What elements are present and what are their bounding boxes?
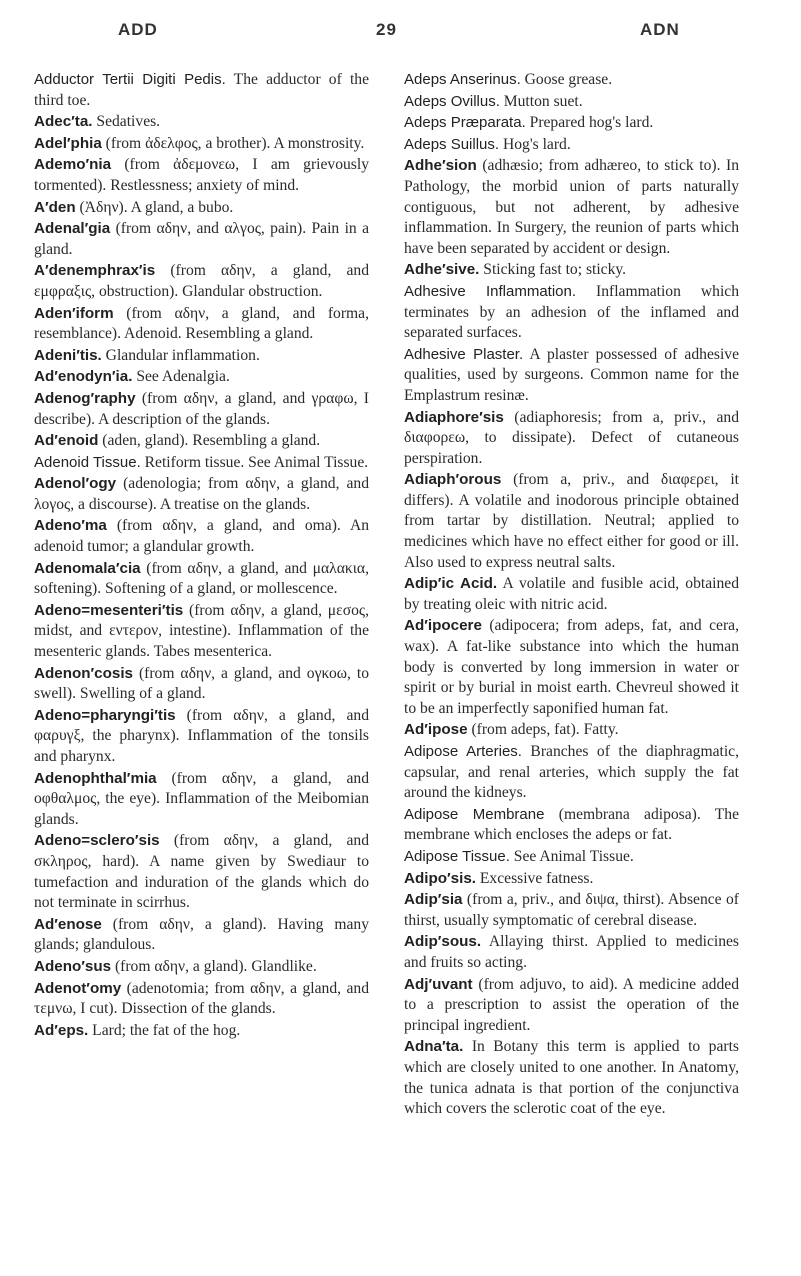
entry-headword: Adeps Præparata. [404,114,526,132]
entry-definition: (from αδην, a gland, and εμφραξις, obstruction). Glandular obstruction. [34,262,369,300]
entry-headword: Adeno=sclero′sis [34,832,160,850]
entry-headword: Ad′ipocere [404,617,482,635]
entry-definition: Lard; the fat of the hog. [88,1021,241,1039]
entry-definition: (from αδην, a gland, and γραφω, I describe). A description of the glands. [34,389,369,428]
entry-definition: (adiaphoresis; from a, priv., and διαφορεω, to dissipate). Defect of cutaneous perspiration. [404,408,739,467]
entry-headword: Adip′sous. [404,933,482,951]
dictionary-entry [404,345,739,407]
dictionary-entry [34,261,369,302]
entry-headword: Adna′ta. [404,1038,464,1056]
entry-headword: A′denemphrax′is [34,262,156,280]
entry-headword: Adipose Arteries. [404,743,522,760]
dictionary-entry [34,304,369,345]
dictionary-entry [34,601,369,663]
entry-headword: Adip′sia [404,891,463,909]
entry-definition: (from αδην, a gland, μεσος, midst, and εντερον, intestine). Inflammation of the mesenteric glands. Tabes mesenterica. [34,601,369,661]
entry-headword: Adductor Tertii Digiti Pedis. [34,71,226,88]
entry-headword: Adenol′ogy [34,475,117,493]
entry-definition: (from ἀδελφος, a brother). A monstrosity. [101,134,365,152]
header-left-guide-word: ADD [118,20,158,39]
entry-definition: Retiform tissue. See Animal Tissue. [140,453,369,471]
entry-headword: Adeno=mesenteri′tis [34,601,184,619]
entry-definition: (from αδην, a gland, and σκληρος, hard). A name given by Swediaur to tumefaction and induration of the glands which do not terminate in scirrhus. [34,832,369,912]
dictionary-entry [34,431,369,452]
dictionary-entry [404,616,739,719]
dictionary-entry [34,367,369,388]
entry-definition: See Animal Tissue. [509,847,634,865]
entry-headword: Adiaph′orous [404,471,502,489]
dictionary-entry [404,869,739,890]
dictionary-entry [34,346,369,367]
entry-definition: (from αδην, a gland, and φαρυγξ, the pharynx). Inflammation of the tonsils and pharynx. [34,706,369,765]
dictionary-entry [34,559,369,600]
dictionary-entry [34,155,369,196]
entry-definition: Sedatives. [92,113,161,131]
entry-headword: Adhesive Plaster. [404,345,524,363]
entry-definition: Hog's lard. [499,135,571,153]
entry-definition: Mutton suet. [499,92,583,110]
dictionary-entry [34,769,369,831]
entry-headword: Ad′enoid [34,432,99,450]
entry-definition: (from αδην, a gland, and ογκοω, to swell). Swelling of a gland. [34,664,369,703]
entry-headword: Adel′phia [34,134,102,152]
entry-definition: (adenotomia; from αδην, a gland, and τεμνω, I cut). Dissection of the glands. [34,979,369,1018]
entry-definition: (from αδην, a gland, and μαλακια, softening). Softening of a gland, or mollescence. [34,559,369,598]
entry-definition: Goose grease. [520,71,613,88]
entry-headword: Ademo′nia [34,156,112,174]
entry-definition: Inflammation which terminates by an adhesion of the inflamed and separated surfaces. [404,282,739,342]
dictionary-entry [34,957,369,978]
entry-headword: Adenog′raphy [34,389,136,407]
entry-headword: Aden′iform [34,304,114,322]
entry-definition: (from a, priv., and διαφερει, it differs). A volatile and inodorous principle obtained from tartar by distillation. Neutral; applied to medicines which have no effect either for good or ill. Also used to express neutral salts. [404,471,739,571]
dictionary-entry [404,847,739,868]
dictionary-entry [404,574,739,615]
entry-definition: In Botany this term is applied to parts which are closely united to one another. In Anatomy, the tunica adnata is that portion of the conjunctiva which covers the sclerotic coat of the eye. [404,1038,739,1118]
entry-definition: The adductor of the third toe. [34,71,370,109]
entry-definition: (from αδην, a gland, and οφθαλμος, the eye). Inflammation of the Meibomian glands. [34,769,369,828]
dictionary-entry [34,453,369,474]
entry-headword: Adeps Anserinus. [404,71,521,88]
entry-definition: (from ἀδεμονεω, I am grievously tormented). Restlessness; anxiety of mind. [34,156,369,194]
entry-headword: Adenoid Tissue. [34,453,141,471]
entry-definition: (from αδην, a gland, and oma). An adenoid tumor; a glandular growth. [34,517,369,556]
entry-definition: Prepared hog's lard. [525,114,654,132]
entry-definition: (adipocera; from adeps, fat, and cera, wax). A fat-like substance into which the human body is converted by long immersion in water or spirit or by burial in moist earth. Chevreul showed it to be an imperfectly saponified human fat. [404,617,739,717]
entry-headword: Ad′ipose [404,721,468,739]
entry-definition: (Ἀδην). A gland, a bubo. [75,198,234,216]
dictionary-entry [404,70,739,91]
dictionary-entry [34,706,369,768]
entry-headword: Adip′ic Acid. [404,575,498,593]
dictionary-entry [404,156,739,259]
dictionary-entry [404,92,739,113]
entry-headword: Adenot′omy [34,979,122,997]
entry-headword: Ad′eps. [34,1021,89,1039]
entry-headword: Adec′ta. [34,113,93,131]
entry-headword: Adeno=pharyngi′tis [34,706,176,724]
dictionary-entry [404,282,739,344]
entry-headword: Adeno′ma [34,517,107,535]
entry-definition: Branches of the diaphragmatic, capsular, and renal arteries, which supply the fat around the kidneys. [404,743,739,802]
dictionary-entry [404,470,739,573]
dictionary-entry [404,1037,739,1119]
dictionary-entry [404,113,739,134]
dictionary-entry [404,932,739,973]
entry-definition: Allaying thirst. Applied to medicines and fruits so acting. [404,933,739,971]
entry-definition: A plaster possessed of adhesive qualities, used by surgeons. Common name for the Emplastrum resinæ. [404,345,739,404]
entry-headword: Adhe′sive. [404,261,480,279]
entry-definition: (from adjuvo, to aid). A medicine added to a prescription to assist the operation of the principal ingredient. [404,975,739,1034]
dictionary-entry [34,516,369,557]
entry-headword: Adj′uvant [404,975,473,993]
entry-definition: (aden, gland). Resembling a gland. [98,432,321,450]
entry-definition: Sticking fast to; sticky. [479,261,627,279]
entry-definition: Glandular inflammation. [101,346,260,364]
entry-headword: Adenomala′cia [34,559,141,577]
page-header [0,0,801,60]
entry-definition: (from αδην, and αλγος, pain). Pain in a gland. [34,220,369,258]
dictionary-entry [34,219,369,260]
right-column [404,70,739,1121]
page-number: 29 [376,20,397,39]
entry-definition: (membrana adiposa). The membrane which encloses the adeps or fat. [404,805,740,844]
dictionary-entry [404,260,739,281]
entry-headword: Adipose Membrane [404,805,545,823]
dictionary-entry [404,720,739,741]
entry-headword: Ad′enose [34,915,102,933]
entry-definition: See Adenalgia. [132,368,230,386]
header-right-guide-word: ADN [640,20,680,39]
entry-definition: (adhæsio; from adhæreo, to stick to). In Pathology, the morbid union of parts naturally contiguous, but not adherent, by adhesive inflammation. In Surgery, the reunion of parts which have been separated by accident or design. [404,157,739,257]
entry-headword: Adipose Tissue. [404,847,510,865]
entry-definition: (adenologia; from αδην, a gland, and λογος, a discourse). A treatise on the glands. [34,475,369,513]
entry-headword: Adenophthal′mia [34,769,157,787]
entry-headword: Adiaphore′sis [404,408,504,426]
entry-headword: Adeps Suillus. [404,135,500,153]
entry-headword: Adipo′sis. [404,869,476,887]
entry-headword: Adhe′sion [404,157,477,175]
dictionary-entry [34,831,369,913]
dictionary-entry [34,134,369,155]
entry-headword: A′den [34,198,76,216]
dictionary-entry [34,979,369,1020]
dictionary-entry [34,198,369,219]
dictionary-entry [34,915,369,956]
entry-headword: Adeni′tis. [34,346,102,364]
entry-definition: (from αδην, a gland, and forma, resemblance). Adenoid. Resembling a gland. [34,304,369,343]
dictionary-entry [404,805,739,846]
entry-headword: Ad′enodyn′ia. [34,368,133,386]
left-column [34,70,369,1042]
dictionary-entry [34,112,369,133]
entry-headword: Adenal′gia [34,220,111,238]
dictionary-entry [34,70,369,111]
entry-headword: Adeps Ovillus. [404,92,500,110]
dictionary-entry [404,975,739,1037]
entry-definition: (from adeps, fat). Fatty. [467,721,619,739]
dictionary-entry [34,474,369,515]
dictionary-entry [34,389,369,430]
entry-headword: Adhesive Inflammation. [404,282,577,300]
entry-definition: (from αδην, a gland). Having many glands; glandulous. [34,915,369,954]
entry-definition: (from a, priv., and διψα, thirst). Absence of thirst, usually symptomatic of cerebral disease. [404,891,739,929]
entry-definition: A volatile and fusible acid, obtained by treating oleic with nitric acid. [404,575,740,613]
dictionary-entry [404,742,739,804]
entry-headword: Adenon′cosis [34,664,134,682]
dictionary-entry [404,890,739,931]
dictionary-entry [34,664,369,705]
dictionary-entry [34,1021,369,1042]
entry-headword: Adeno′sus [34,957,112,975]
entry-definition: Excessive fatness. [476,869,594,887]
entry-definition: (from αδην, a gland). Glandlike. [111,957,317,975]
dictionary-entry [404,408,739,470]
dictionary-entry [404,135,739,156]
